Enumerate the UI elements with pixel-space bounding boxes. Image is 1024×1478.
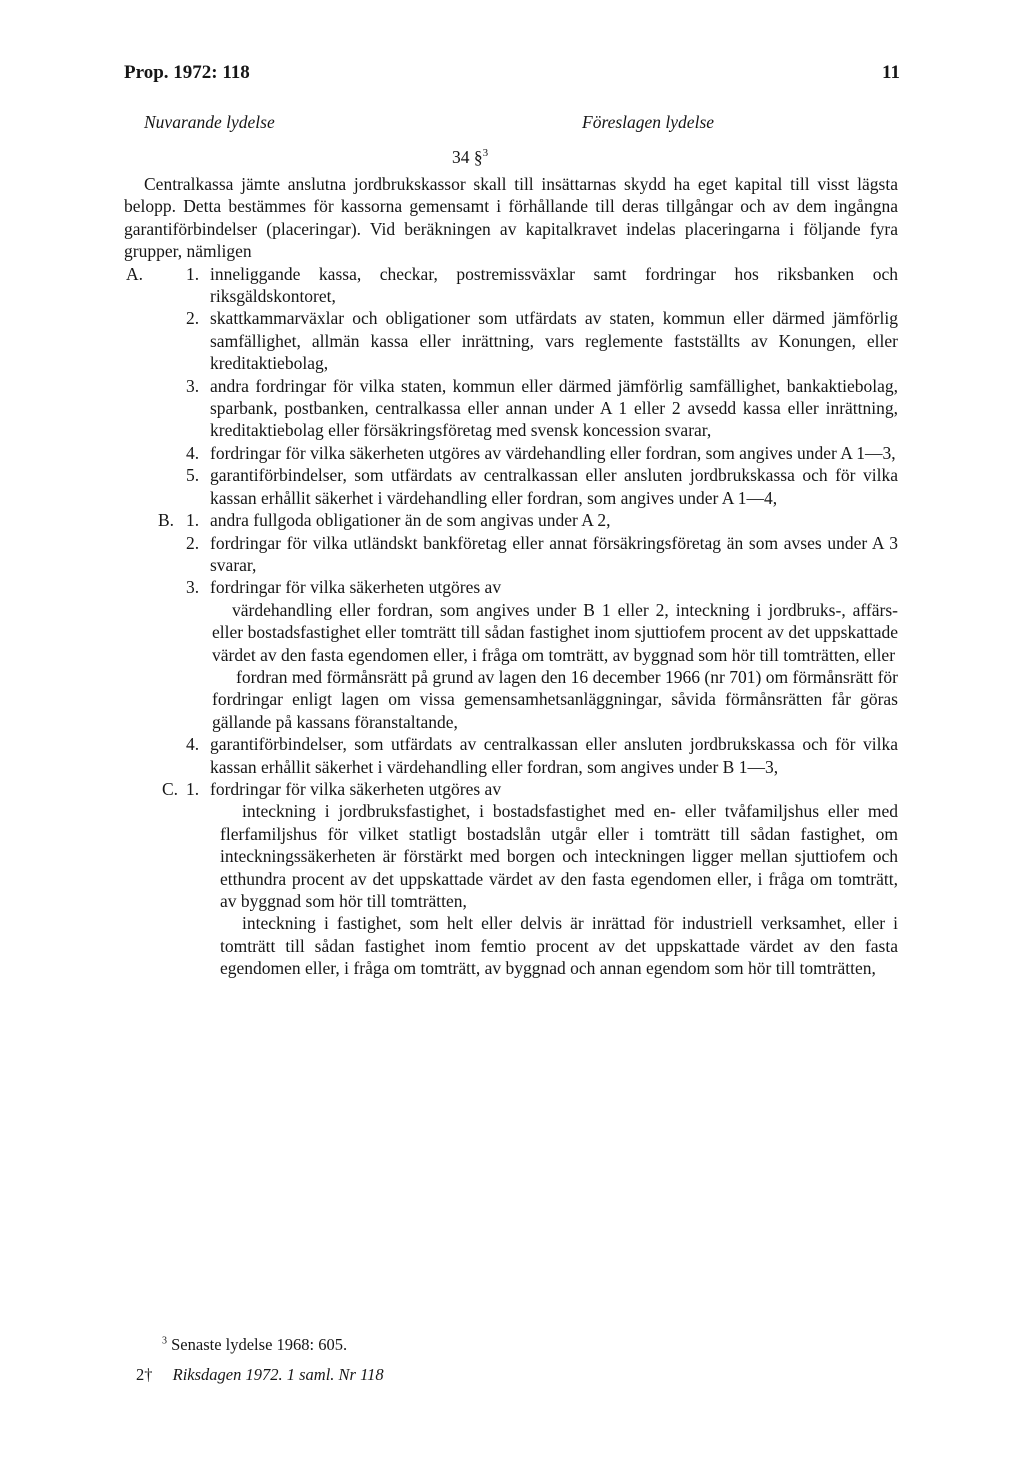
item-text: fordringar för vilka säkerheten utgöres av bbox=[210, 577, 502, 598]
item-number: 1. bbox=[186, 778, 200, 799]
group-label-a: A. bbox=[126, 263, 144, 284]
item-number: 4. bbox=[186, 734, 200, 755]
item-number: 2. bbox=[186, 308, 200, 329]
item-number: 4. bbox=[186, 442, 200, 463]
sub-paragraph: fordran med förmånsrätt på grund av lagen den 16 december 1966 (nr 701) om förmånsrätt för fordringar enligt lagen om vissa gemensamhetsanläggningar, såvida förmånsrätten får göras gällande på kassans föranstaltande, bbox=[212, 666, 898, 732]
item-text: fordringar för vilka säkerheten utgöres av värdehandling eller fordran, som angives under A 1—3, bbox=[210, 442, 896, 463]
item-text: inneliggande kassa, checkar, postremissväxlar samt fordringar hos riksbanken och riksgäldskontoret, bbox=[210, 263, 898, 307]
list-item-b3 bbox=[124, 576, 898, 598]
current-wording-heading: Nuvarande lydelse bbox=[144, 112, 275, 132]
footnote-mark: 3 bbox=[162, 1335, 167, 1347]
footnote-text: Senaste lydelse 1968: 605. bbox=[171, 1335, 348, 1354]
item-number: 1. bbox=[186, 510, 200, 531]
item-text: garantiförbindelser, som utfärdats av centralkassan eller ansluten jordbrukskassa och för vilka kassan erhållit säkerhet i värdehandling eller fordran, som angives under B 1—3, bbox=[210, 734, 898, 777]
publication-reference: Riksdagen 1972. 1 saml. Nr 118 bbox=[172, 1365, 384, 1384]
group-label-c: C. bbox=[162, 778, 179, 799]
list-item-c1 bbox=[124, 778, 898, 800]
item-text: andra fordringar för vilka staten, kommun eller därmed jämförlig samfällighet, bankaktiebolag, sparbank, postbanken, centralkassa eller annan under A 1 eller 2 avsedd kassa eller inrättning, kreditaktiebolag eller försäkringsföretag med svensk koncession svarar, bbox=[210, 375, 898, 441]
group-label-b: B. bbox=[158, 510, 175, 531]
sub-paragraph: värdehandling eller fordran, som angives under B 1 eller 2, inteckning i jordbruks-, affärs- eller bostadsfastighet eller tomträtt till sådan fastighet inom sjuttiofem procent av det uppskattade värdet av den fasta egendomen eller, i fråga om tomträtt, av byggnad som hör till tomträtten, eller bbox=[212, 599, 898, 665]
item-number: 5. bbox=[186, 465, 200, 486]
printing-signature bbox=[136, 1365, 384, 1385]
item-number: 3. bbox=[186, 375, 200, 396]
intro-paragraph: Centralkassa jämte anslutna jordbrukskassor skall till insättarnas skydd ha eget kapital till visst lägsta belopp. Detta bestämmes för kassorna gemensamt i förhållande till deras tillgångar och av dem ingångna garantiförbindelser (placeringar). Vid beräkningen av kapitalkravet indelas placeringarna i följande fyra grupper, nämligen bbox=[124, 174, 898, 262]
list-item-a1 bbox=[124, 263, 898, 308]
statute-text bbox=[124, 173, 898, 980]
sheet-mark: 2† bbox=[136, 1365, 153, 1384]
c1-subparagraphs bbox=[124, 800, 898, 979]
footnote bbox=[162, 1335, 347, 1355]
item-number: 3. bbox=[186, 577, 200, 598]
section-number-text: 34 § bbox=[452, 147, 483, 167]
list-item-a5 bbox=[124, 464, 898, 509]
list-item-a2 bbox=[124, 307, 898, 374]
list-item-b1 bbox=[124, 509, 898, 531]
item-text: fordringar för vilka säkerheten utgöres av bbox=[210, 778, 502, 799]
b3-subparagraphs bbox=[124, 599, 898, 733]
section-number bbox=[452, 147, 488, 168]
sub-paragraph: inteckning i jordbruksfastighet, i bostadsfastighet med en- eller tvåfamiljshus eller med flerfamiljshus för vilket statligt bostadslån utgår eller i tomträtt till sådan fastighet, om inteckningssäkerheten är förstärkt med borgen och inteckningen ligger mellan sjuttiofem och etthundra procent av det uppskattade värdet av den fasta egendomen eller, i fråga om tomträtt, av byggnad som hör till tomträtten, bbox=[220, 801, 898, 911]
page-header bbox=[124, 62, 900, 88]
item-text: andra fullgoda obligationer än de som angivas under A 2, bbox=[210, 510, 611, 531]
item-number: 1. bbox=[186, 263, 200, 284]
document-reference: Prop. 1972: 118 bbox=[124, 62, 250, 83]
item-text: fordringar för vilka utländskt bankföretag eller annat försäkringsföretag än som avses under A 3 svarar, bbox=[210, 532, 898, 575]
page-number: 11 bbox=[882, 62, 900, 83]
item-text: skattkammarväxlar och obligationer som utfärdats av staten, kommun eller därmed jämförlig samfällighet, allmän kassa eller inrättning, vars reglemente fastställts av Konungen, eller kreditaktiebolag, bbox=[210, 308, 898, 374]
list-item-a4 bbox=[124, 442, 898, 464]
list-item-b4 bbox=[124, 733, 898, 778]
item-text: garantiförbindelser, som utfärdats av centralkassan eller ansluten jordbrukskassa och för vilka kassan erhållit säkerhet i värdehandling eller fordran, som angives under A 1—4, bbox=[210, 465, 898, 508]
sub-paragraph: inteckning i fastighet, som helt eller delvis är inrättad för industriell verksamhet, eller i tomträtt till sådan fastighet inom femtio procent av det uppskattade värdet av den fasta egendomen eller, i fråga om tomträtt, av byggnad och annan egendom som hör till tomträtten, bbox=[220, 913, 898, 979]
item-number: 2. bbox=[186, 532, 200, 553]
list-item-a3 bbox=[124, 375, 898, 442]
proposed-wording-heading: Föreslagen lydelse bbox=[582, 112, 715, 132]
list-item-b2 bbox=[124, 532, 898, 577]
section-footnote-mark: 3 bbox=[482, 147, 489, 160]
